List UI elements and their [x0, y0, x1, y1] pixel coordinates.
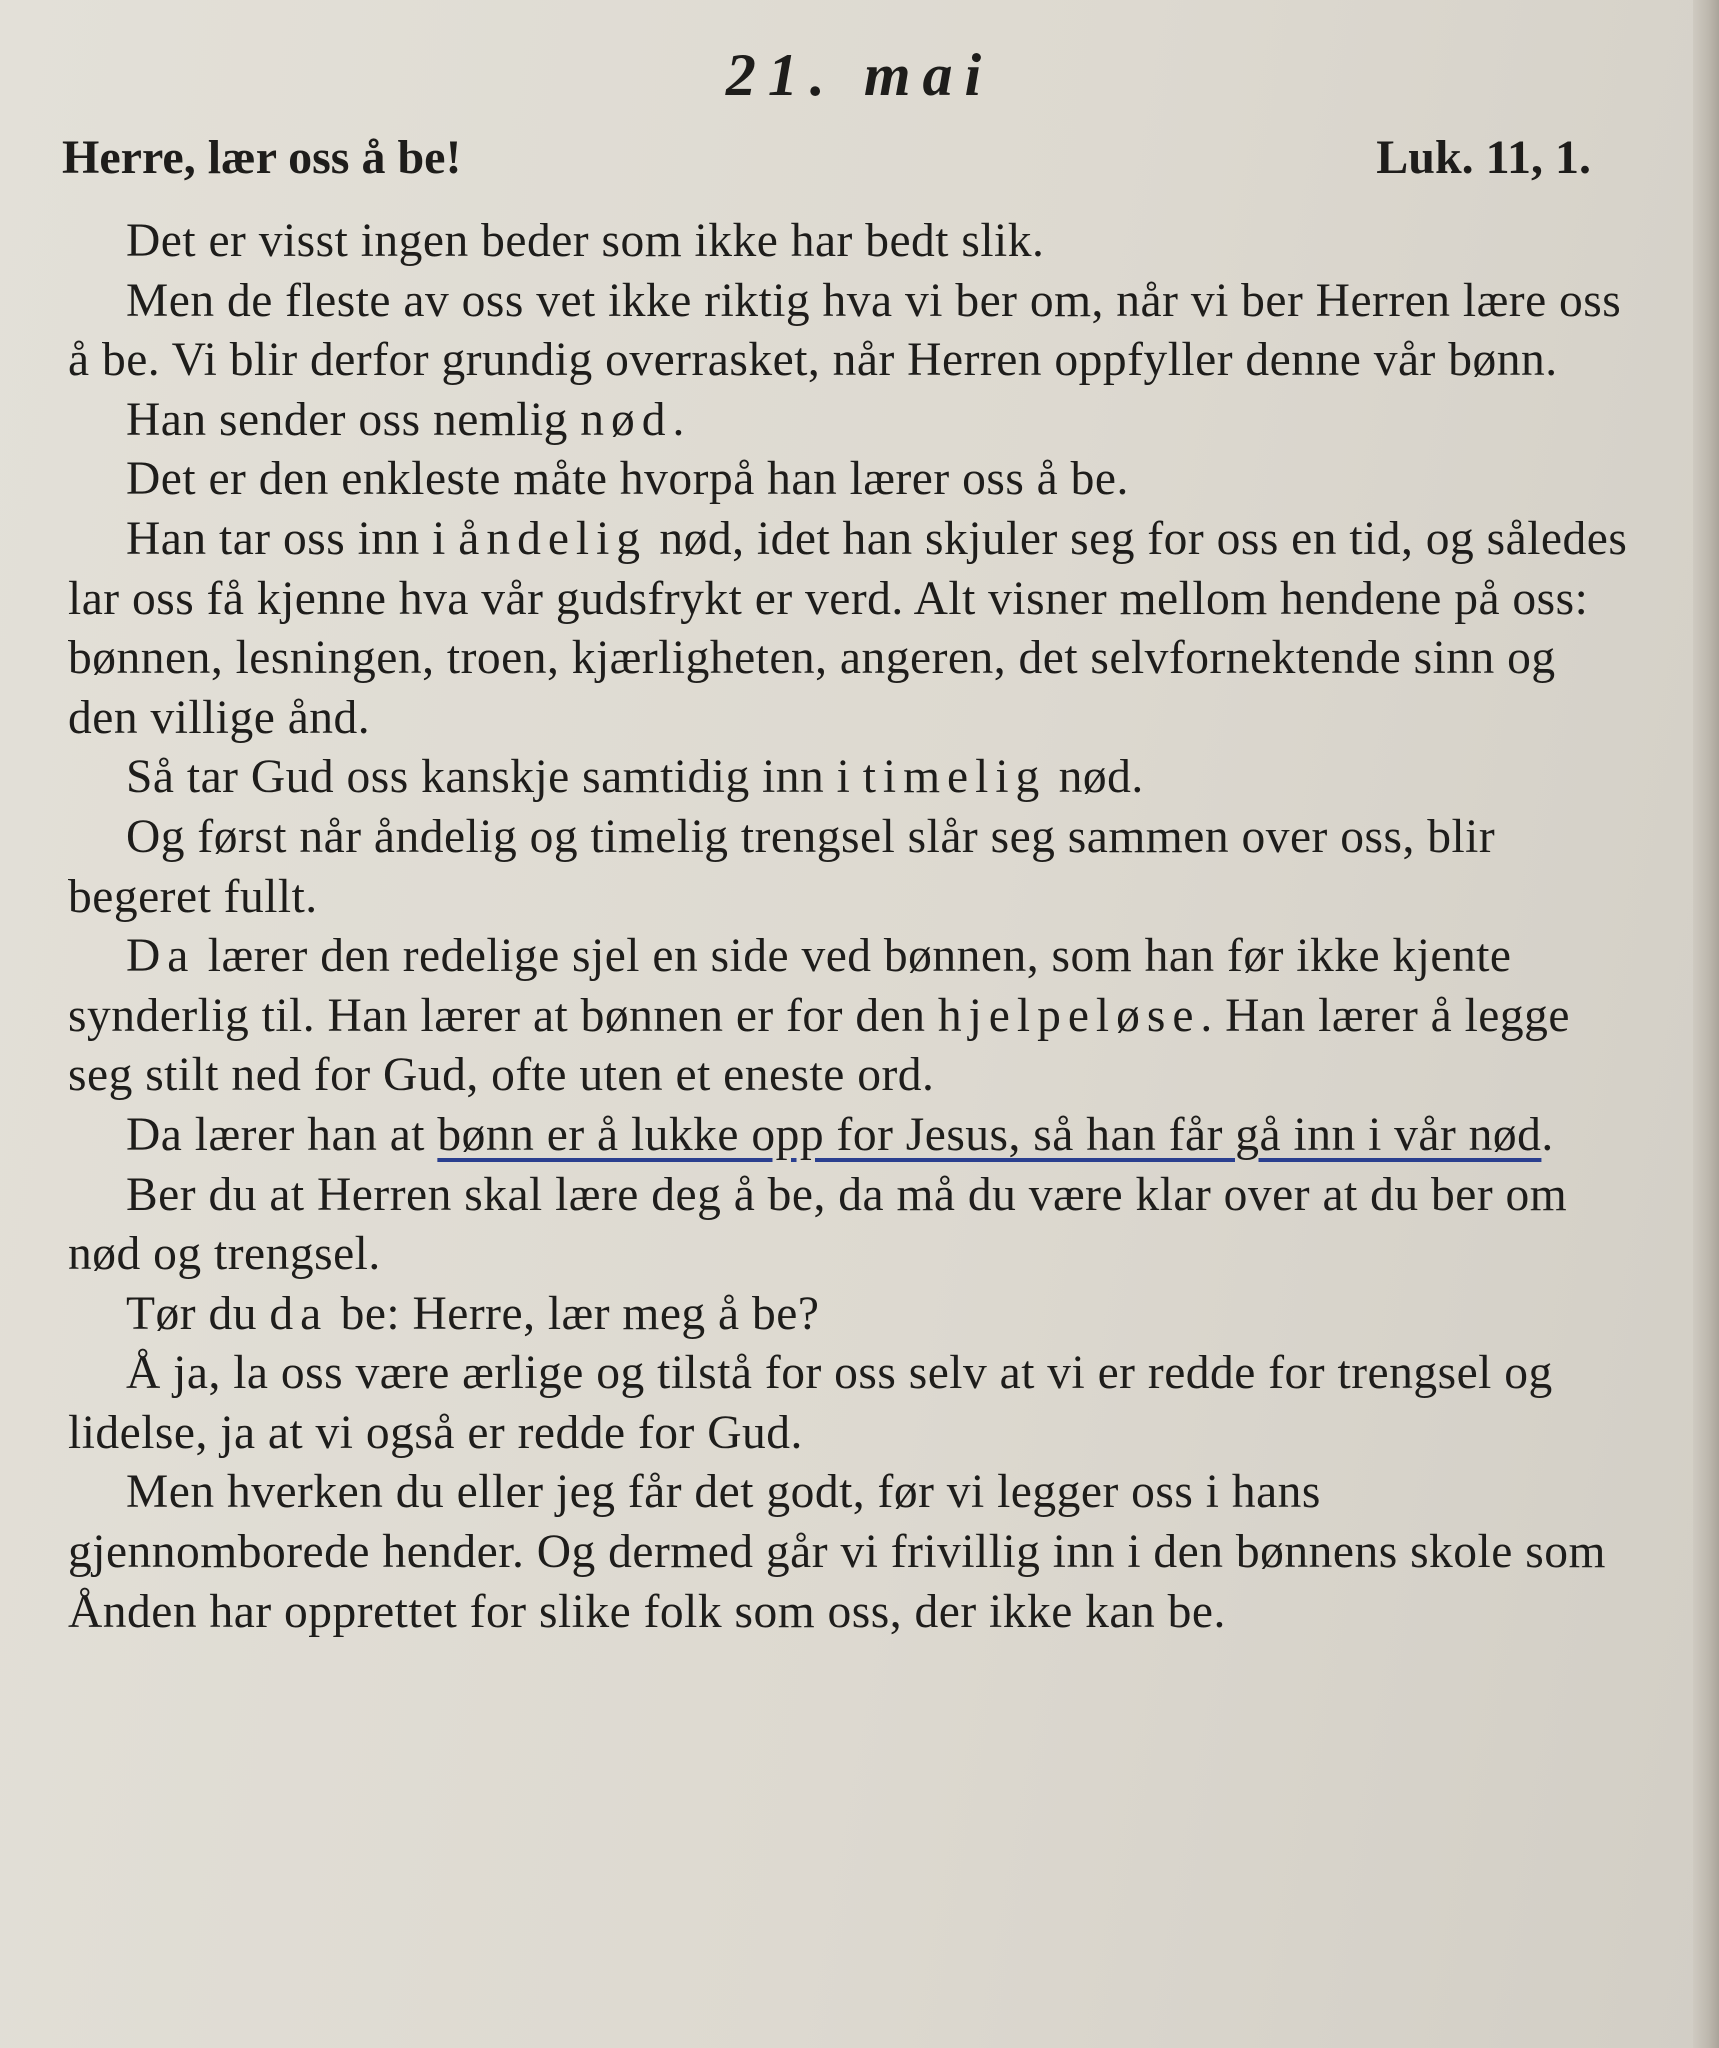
text-span: . Han lærer å legge seg stilt ned for Gud, ofte uten et eneste ord.: [68, 989, 1570, 1102]
emphasis-spaced: da: [269, 1287, 329, 1340]
text-span: Da lærer han at: [126, 1108, 438, 1161]
emphasis-spaced: hjelpeløse: [937, 989, 1201, 1042]
paragraph-9: [68, 1106, 1628, 1166]
paragraph-12: Å ja, la oss være ærlige og tilstå for oss selv at vi er redde for trengsel og lidelse, ja at vi også er redde for Gud.: [68, 1347, 1553, 1459]
text-span: Han tar oss inn i: [126, 512, 459, 565]
paragraph-4: Det er den enkleste måte hvorpå han lærer oss å be.: [126, 453, 1129, 506]
paragraph-5: [68, 510, 1628, 748]
date-heading: 21. mai: [725, 42, 994, 108]
body-text: [68, 212, 1628, 1642]
paragraph-7: Og først når åndelig og timelig trengsel slår seg sammen over oss, blir begeret fullt.: [68, 810, 1496, 923]
paragraph-6: [68, 748, 1628, 808]
paragraph-8: [68, 927, 1628, 1106]
text-span: nød.: [1046, 751, 1144, 804]
entry-header: [62, 126, 1591, 190]
text-span: .: [1541, 1108, 1554, 1161]
text-span: nød, idet han skjuler seg for oss en tid, og således lar oss få kjenne hva vår gudsfrykt er verd. Alt visner mellom hendene på oss: bønnen, lesningen, troen, kjærligheten, angeren, det selvfornektende sinn og den villige ånd.: [68, 512, 1628, 744]
emphasis-spaced: åndelig: [458, 512, 648, 565]
scripture-reference: Luk. 11, 1.: [1376, 131, 1591, 184]
pen-underlined-text: bønn er å lukke opp for Jesus, så han får gå inn i vår nød: [437, 1108, 1542, 1161]
emphasis-spaced: nød: [580, 393, 673, 446]
paragraph-13: Men hverken du eller jeg får det godt, før vi legger oss i hans gjennomborede hender. Og dermed går vi frivillig inn i den bønnens skole som Ånden har opprettet for slike folk som oss, der ikke kan be.: [68, 1466, 1606, 1638]
text-span: be: Herre, lær meg å be?: [328, 1287, 820, 1340]
text-span: .: [672, 393, 685, 446]
paragraph-2: Men de fleste av oss vet ikke riktig hva vi ber om, når vi ber Herren lære oss å be. Vi blir derfor grundig overrasket, når Herren oppfyller denne vår bønn.: [68, 274, 1622, 387]
paragraph-11: [68, 1285, 1628, 1345]
text-span: Han sender oss nemlig: [126, 393, 581, 446]
emphasis-spaced: timelig: [862, 751, 1047, 804]
entry-title: Herre, lær oss å be!: [62, 131, 462, 184]
page-edge: [1693, 0, 1719, 2048]
text-span: Så tar Gud oss kanskje samtidig inn i: [126, 751, 863, 804]
text-span: Tør du: [126, 1287, 270, 1340]
paragraph-1: Det er visst ingen beder som ikke har bedt slik.: [126, 215, 1045, 267]
paragraph-3: [68, 391, 1628, 451]
emphasis-spaced: Da: [126, 930, 196, 983]
paragraph-10: Ber du at Herren skal lære deg å be, da må du være klar over at du ber om nød og trengsel.: [68, 1168, 1568, 1281]
text-span: lærer den redelige sjel en side ved bønnen, som han før ikke kjente synderlig til. Han lærer at bønnen er for den: [68, 930, 1512, 1042]
